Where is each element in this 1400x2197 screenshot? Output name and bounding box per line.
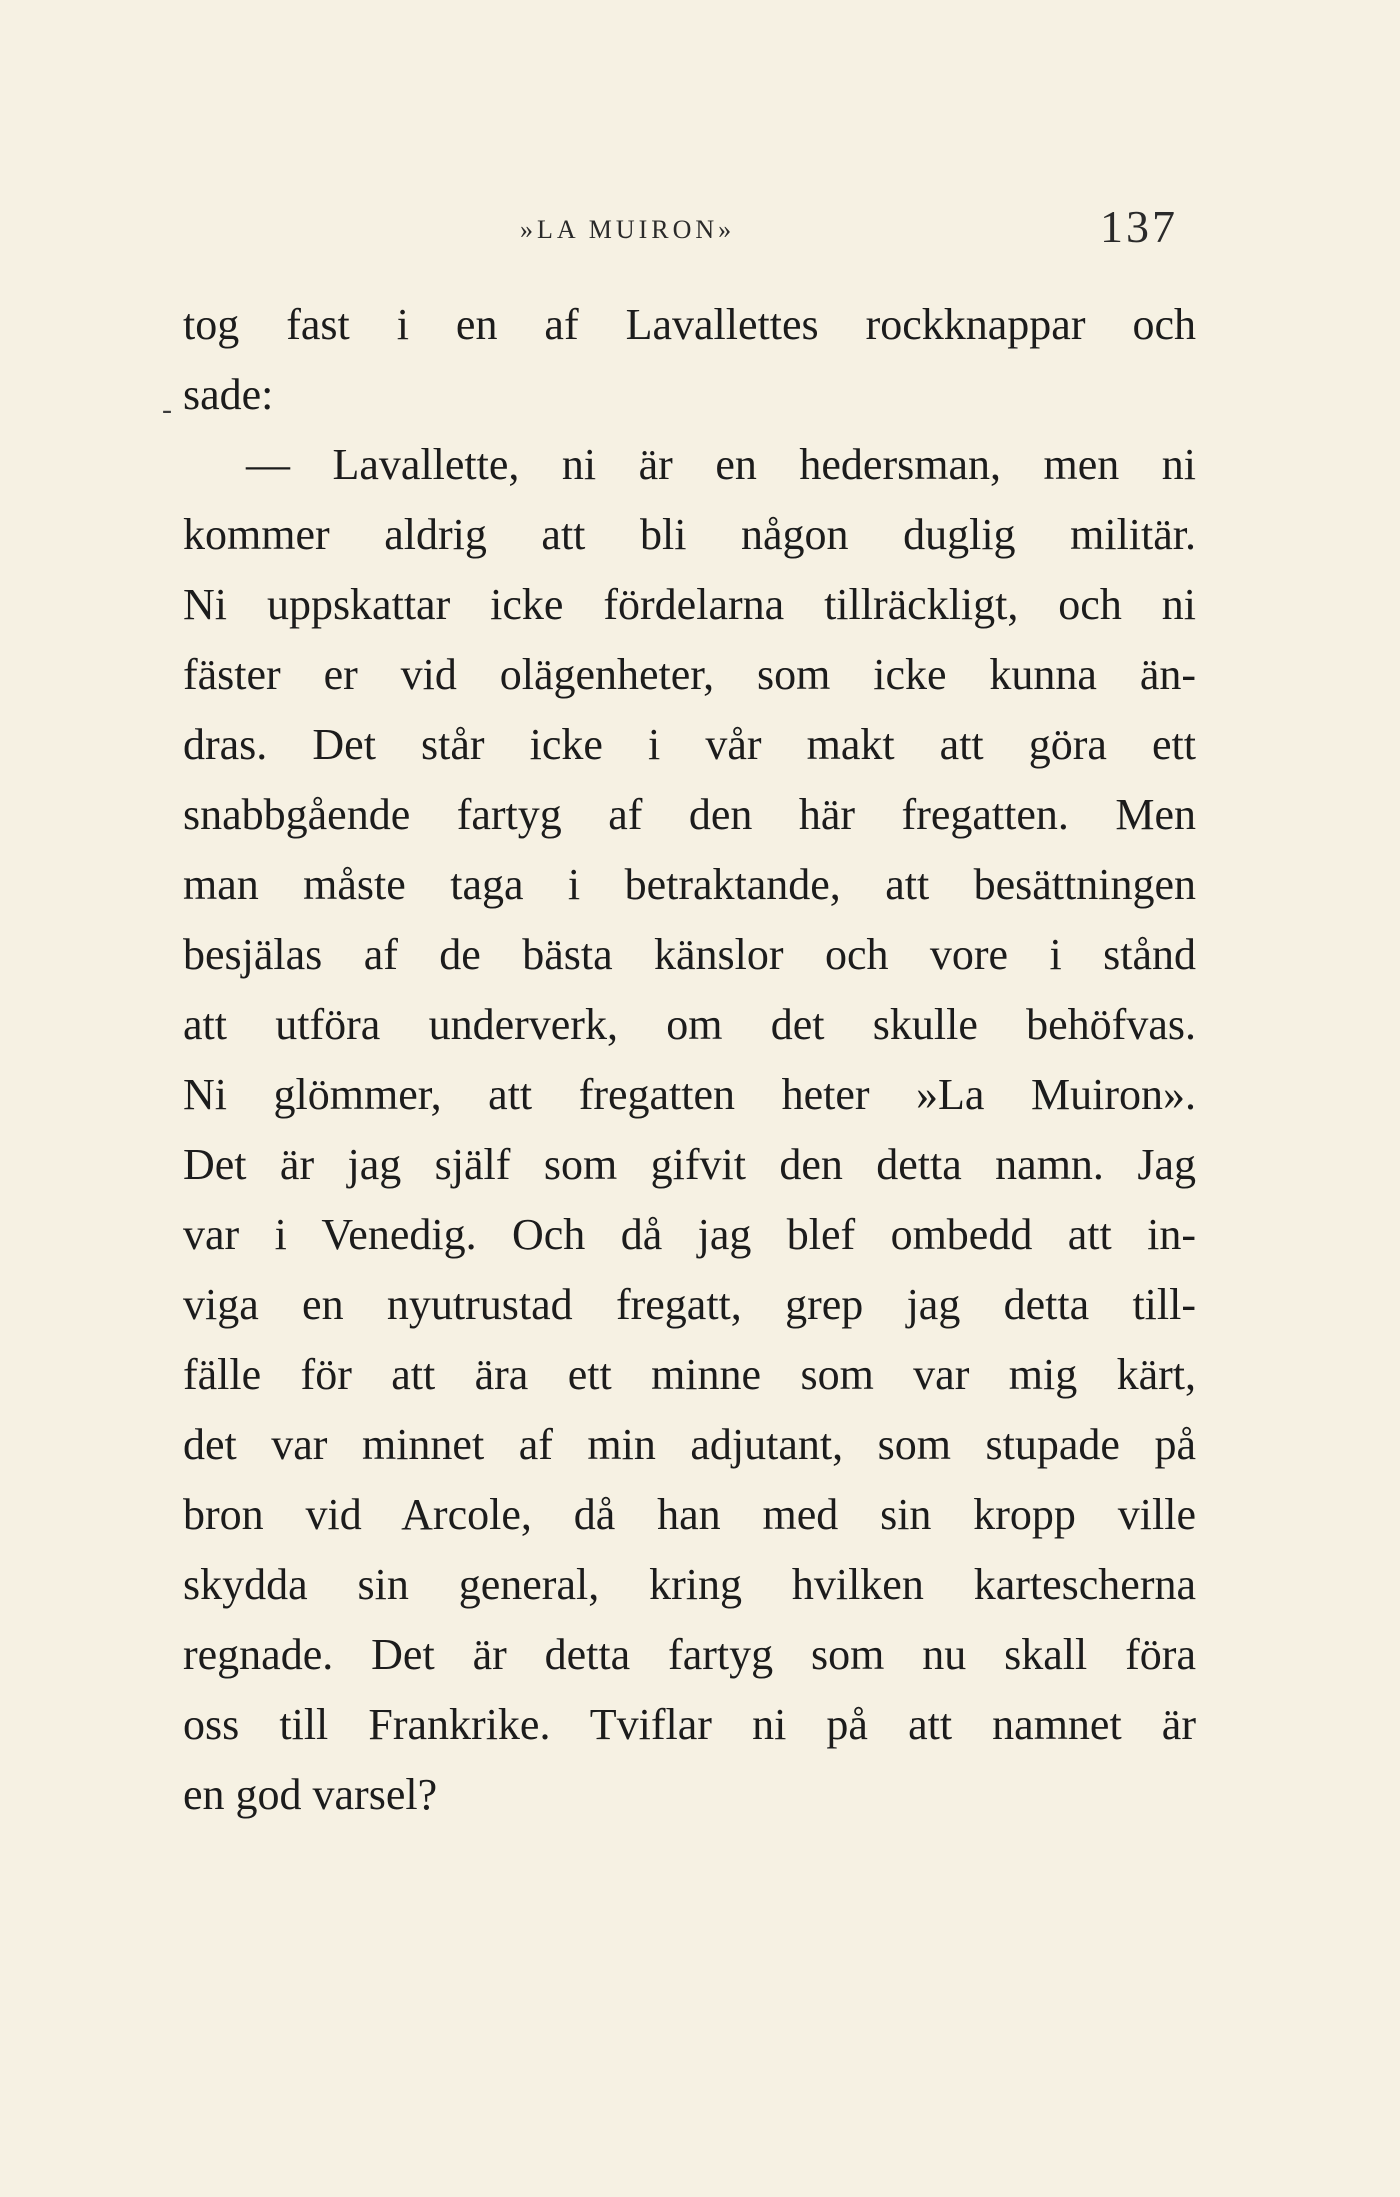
text-line: — Lavallette, ni är en hedersman, men ni xyxy=(246,440,1196,489)
page-number: 137 xyxy=(1100,201,1178,252)
text-line: Det är jag själf som gifvit den detta namn. Jag xyxy=(183,1140,1196,1189)
text-line: skydda sin general, kring hvilken kartescherna xyxy=(183,1560,1196,1609)
text-line: det var minnet af min adjutant, som stupade på xyxy=(183,1420,1196,1469)
body-text xyxy=(183,290,1196,1830)
text-line: en god varsel? xyxy=(183,1770,438,1819)
text-line: fälle för att ära ett minne som var mig kärt, xyxy=(183,1350,1196,1399)
text-line: sade: xyxy=(183,370,274,419)
text-line: tog fast i en af Lavallettes rockknappar och xyxy=(183,300,1196,349)
text-line: viga en nyutrustad fregatt, grep jag detta till- xyxy=(183,1280,1196,1329)
text-line: att utföra underverk, om det skulle behöfvas. xyxy=(183,1000,1196,1049)
text-line: regnade. Det är detta fartyg som nu skall föra xyxy=(183,1630,1196,1679)
text-line: fäster er vid olägenheter, som icke kunna än- xyxy=(183,650,1196,699)
text-line: oss till Frankrike. Tviflar ni på att namnet är xyxy=(183,1700,1196,1749)
text-line: var i Venedig. Och då jag blef ombedd att in- xyxy=(183,1210,1196,1259)
text-line: man måste taga i betraktande, att besättningen xyxy=(183,860,1196,909)
text-line: bron vid Arcole, då han med sin kropp ville xyxy=(183,1490,1196,1539)
text-line: dras. Det står icke i vår makt att göra ett xyxy=(183,720,1196,769)
stray-dash-mark: - xyxy=(162,393,172,426)
text-line: Ni uppskattar icke fördelarna tillräckligt, och ni xyxy=(183,580,1196,629)
text-line: kommer aldrig att bli någon duglig militär. xyxy=(183,510,1196,559)
text-line: snabbgående fartyg af den här fregatten. Men xyxy=(183,790,1196,839)
running-title: »LA MUIRON» xyxy=(520,215,736,244)
text-line: besjälas af de bästa känslor och vore i stånd xyxy=(183,930,1196,979)
text-line: Ni glömmer, att fregatten heter »La Muiron». xyxy=(183,1070,1196,1119)
